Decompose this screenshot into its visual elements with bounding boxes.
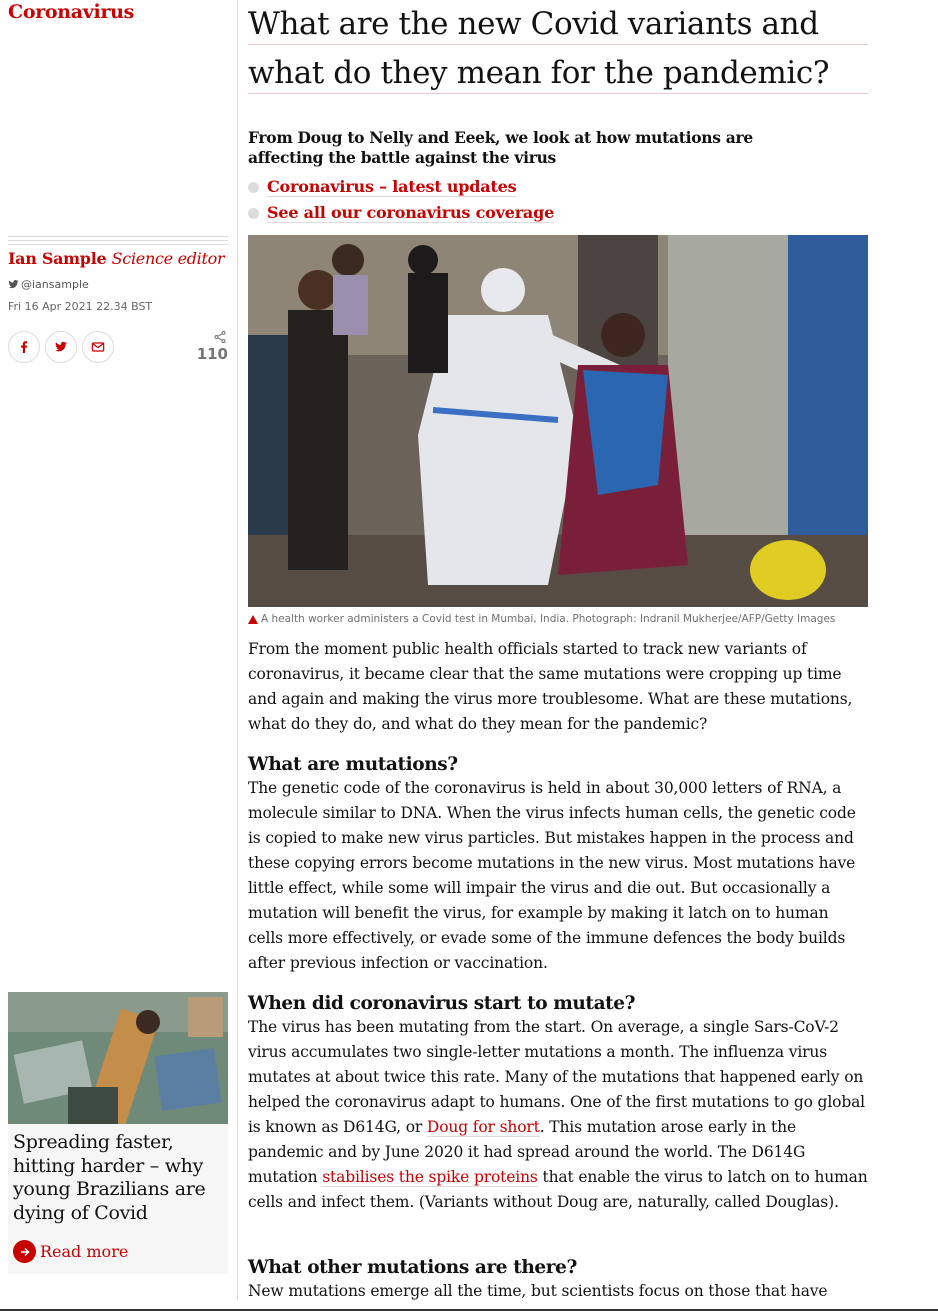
read-more-link[interactable] — [13, 1240, 128, 1263]
share-icon[interactable] — [213, 330, 227, 344]
share-count: 110 — [196, 345, 228, 363]
twitter-bird-icon — [8, 279, 19, 290]
bullet-icon — [248, 182, 259, 193]
image-caption — [248, 613, 868, 625]
section-heading: What are mutations? — [248, 754, 458, 775]
standfirst-link-coverage[interactable] — [248, 203, 554, 223]
publish-date: Fri 16 Apr 2021 22.34 BST — [8, 300, 153, 313]
section-heading: When did coronavirus start to mutate? — [248, 993, 636, 1014]
inline-link-spike-proteins[interactable]: stabilises the spike proteins — [322, 1168, 538, 1186]
byline[interactable] — [8, 249, 224, 268]
headline: What are the new Covid variants and what do they mean for the pandemic? — [248, 6, 830, 91]
read-more-label: Read more — [40, 1242, 129, 1261]
email-icon — [90, 339, 106, 355]
body-text: The virus has been mutating from the start. On average, a single Sars-CoV-2 virus accumulates two single-letter mutations a month. The influenza virus mutates at about twice this rate. Many of the mutations that happened early on helped the coronavirus adapt to humans. One of the first mutations to go global is known as D614G, or — [248, 1018, 865, 1136]
hero-image[interactable] — [248, 235, 868, 607]
headline-rule — [248, 44, 868, 45]
inline-link-doug[interactable]: Doug for short — [426, 1118, 540, 1136]
twitter-handle-text: @iansample — [21, 278, 89, 291]
author-name[interactable]: Ian Sample — [8, 249, 107, 268]
author-role: Science editor — [111, 249, 225, 268]
share-email-button[interactable] — [82, 331, 114, 363]
standfirst-link-label[interactable]: See all our coronavirus coverage — [267, 203, 555, 222]
standfirst-link-latest[interactable] — [248, 177, 516, 197]
body-paragraph: New mutations emerge all the time, but scientists focus on those that have — [248, 1282, 828, 1300]
twitter-handle[interactable] — [8, 278, 89, 291]
standfirst: From Doug to Nelly and Eeek, we look at how mutations are affecting the battle against the virus — [248, 128, 753, 167]
byline-rule — [8, 236, 228, 237]
section-label[interactable]: Coronavirus — [8, 1, 135, 23]
facebook-icon — [16, 339, 32, 355]
section-heading: What other mutations are there? — [248, 1257, 577, 1278]
promo-card[interactable] — [8, 992, 228, 1274]
byline-rule — [8, 244, 228, 245]
arrow-right-icon — [13, 1240, 36, 1263]
body-paragraph — [248, 1015, 868, 1215]
rail-divider — [237, 0, 238, 1300]
bullet-icon — [248, 208, 259, 219]
headline-rule — [248, 93, 868, 94]
byline-rule — [8, 240, 228, 241]
standfirst-link-label[interactable]: Coronavirus – latest updates — [267, 177, 517, 196]
promo-title[interactable]: Spreading faster, hitting harder – why young Brazilians are dying of Covid — [13, 1131, 206, 1224]
bottom-rule — [0, 1309, 938, 1311]
intro-paragraph: From the moment public health officials started to track new variants of coronavirus, it became clear that the same mutations were cropping up time and again and making the virus more troublesome. What are these mutations, what do they do, and what do they mean for the pandemic? — [248, 640, 853, 733]
share-facebook-button[interactable] — [8, 331, 40, 363]
body-text: that enable the virus to latch on to human cells and infect them. (Variants without Doug are, naturally, called Douglas). — [248, 1168, 868, 1211]
body-paragraph: The genetic code of the coronavirus is held in about 30,000 letters of RNA, a molecule similar to DNA. When the virus infects human cells, the genetic code is copied to make new virus particles. But mistakes happen in the process and these copying errors become mutations in the new virus. Most mutations have little effect, while some will impair the virus and die out. But occasionally a mutation will benefit the virus, for example by making it latch on to human cells more effectively, or evade some of the immune defences the body builds after previous infection or vaccination. — [248, 779, 856, 972]
body-text: . This mutation arose early in the pandemic and by June 2020 it had spread around the world. The D614G mutation — [248, 1118, 806, 1186]
caption-triangle-icon — [248, 615, 258, 624]
promo-image[interactable] — [8, 992, 228, 1124]
twitter-icon — [53, 339, 69, 355]
caption-text: A health worker administers a Covid test in Mumbai, India. Photograph: Indranil Mukherjee/AFP/Getty Images — [261, 613, 836, 625]
share-twitter-button[interactable] — [45, 331, 77, 363]
